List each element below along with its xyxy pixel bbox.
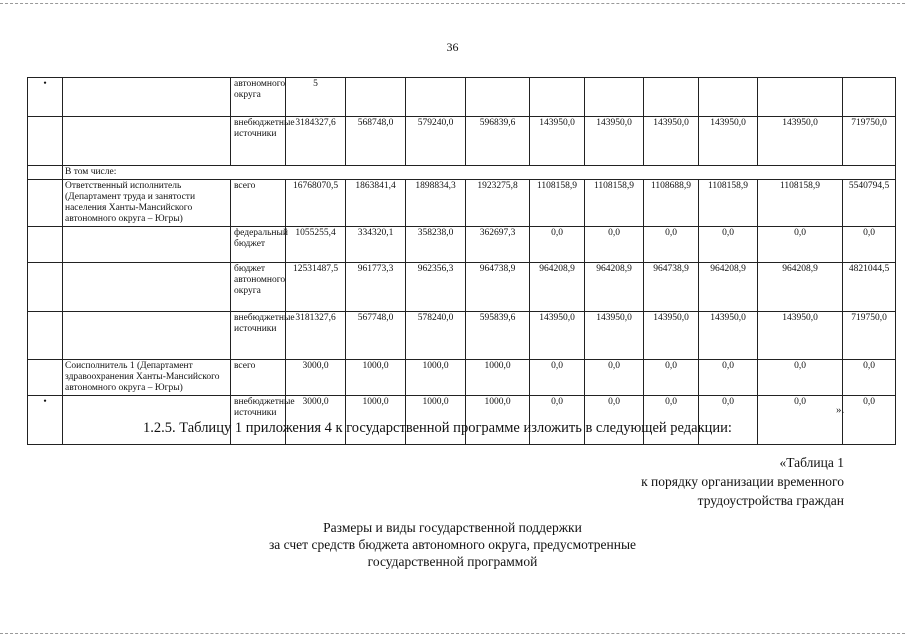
value-cell: 595839,6 — [466, 312, 530, 360]
value-cell — [843, 78, 896, 117]
value-cell: 5 — [286, 78, 346, 117]
funding-source-cell: бюджет автономного округа — [231, 263, 286, 312]
page-edge-bottom — [0, 633, 905, 634]
value-cell: 12531487,5 — [286, 263, 346, 312]
value-cell: 1108158,9 — [530, 180, 585, 227]
value-cell: 1108158,9 — [758, 180, 843, 227]
value-cell — [585, 78, 644, 117]
marker-cell — [28, 78, 63, 117]
marker-cell — [28, 117, 63, 166]
org-cell — [63, 263, 231, 312]
page-number: 36 — [446, 40, 459, 54]
value-cell: 3000,0 — [286, 360, 346, 396]
value-cell: 961773,3 — [346, 263, 406, 312]
value-cell: 1000,0 — [466, 396, 530, 445]
value-cell — [466, 78, 530, 117]
value-cell: 0,0 — [699, 227, 758, 263]
table-row — [28, 360, 896, 396]
value-cell: 567748,0 — [346, 312, 406, 360]
value-cell: 578240,0 — [406, 312, 466, 360]
marker-cell — [28, 360, 63, 396]
funding-source-cell: внебюджетные источники — [231, 312, 286, 360]
value-cell: 964738,9 — [466, 263, 530, 312]
funding-source-cell: внебюджетные источники — [231, 117, 286, 166]
value-cell — [644, 78, 699, 117]
value-cell: 3181327,6 — [286, 312, 346, 360]
funding-source-cell: внебюджетные источники — [231, 396, 286, 445]
value-cell: 1000,0 — [406, 360, 466, 396]
value-cell: 3000,0 — [286, 396, 346, 445]
table-row — [28, 227, 896, 263]
marker-cell — [28, 180, 63, 227]
marker-cell — [28, 396, 63, 445]
table-row — [28, 180, 896, 227]
value-cell: 143950,0 — [758, 312, 843, 360]
value-cell: 0,0 — [530, 227, 585, 263]
value-cell: 964208,9 — [758, 263, 843, 312]
value-cell: 0,0 — [758, 360, 843, 396]
value-cell: 143950,0 — [530, 117, 585, 166]
marker-cell — [28, 263, 63, 312]
amendment-paragraph: 1.2.5. Таблицу 1 приложения 4 к государственной программе изложить в следующей редакции: — [143, 420, 732, 436]
value-cell: 0,0 — [585, 360, 644, 396]
org-cell — [63, 312, 231, 360]
value-cell: 0,0 — [644, 360, 699, 396]
value-cell: 0,0 — [644, 396, 699, 445]
funding-source-cell: автономного округа — [231, 78, 286, 117]
org-cell — [63, 227, 231, 263]
value-cell: 596839,6 — [466, 117, 530, 166]
value-cell: 362697,3 — [466, 227, 530, 263]
value-cell: 0,0 — [585, 227, 644, 263]
org-cell: Ответственный исполнитель (Департамент труда и занятости населения Ханты-Мансийского автономного округа – Югры) — [63, 180, 231, 227]
value-cell: 1898834,3 — [406, 180, 466, 227]
value-cell: 3184327,6 — [286, 117, 346, 166]
value-cell: 964208,9 — [530, 263, 585, 312]
value-cell: 143950,0 — [530, 312, 585, 360]
value-cell: 1000,0 — [466, 360, 530, 396]
value-cell: 143950,0 — [758, 117, 843, 166]
value-cell: 962356,3 — [406, 263, 466, 312]
funding-source-cell: всего — [231, 180, 286, 227]
reference-line: к порядку организации временного — [641, 474, 844, 489]
section-label: В том числе: — [63, 166, 896, 180]
value-cell: 0,0 — [585, 396, 644, 445]
value-cell: 0,0 — [843, 396, 896, 445]
reference-line: трудоустройства граждан — [697, 493, 844, 508]
value-cell: 1108688,9 — [644, 180, 699, 227]
table-row — [28, 78, 896, 117]
value-cell: 1923275,8 — [466, 180, 530, 227]
page-edge-top — [0, 3, 905, 4]
title-line: государственной программой — [367, 554, 538, 569]
reference-line: «Таблица 1 — [779, 455, 844, 470]
value-cell: 1055255,4 — [286, 227, 346, 263]
value-cell: 143950,0 — [644, 117, 699, 166]
value-cell: 358238,0 — [406, 227, 466, 263]
value-cell: 719750,0 — [843, 117, 896, 166]
marker-cell — [28, 227, 63, 263]
title-line: за счет средств бюджета автономного округа, предусмотренные — [268, 537, 637, 552]
value-cell: 0,0 — [530, 360, 585, 396]
value-cell: 0,0 — [843, 227, 896, 263]
value-cell: 1108158,9 — [699, 180, 758, 227]
value-cell: 0,0 — [530, 396, 585, 445]
value-cell: 964208,9 — [699, 263, 758, 312]
value-cell — [406, 78, 466, 117]
table-title — [0, 519, 905, 570]
org-cell: Соисполнитель 1 (Департамент здравоохранения Ханты-Мансийского автономного округа – Югры) — [63, 360, 231, 396]
table-row — [28, 312, 896, 360]
value-cell: 579240,0 — [406, 117, 466, 166]
value-cell: 1000,0 — [346, 360, 406, 396]
marker-cell — [28, 312, 63, 360]
value-cell: 964208,9 — [585, 263, 644, 312]
value-cell: 0,0 — [699, 396, 758, 445]
table-row — [28, 263, 896, 312]
row-marker: • — [43, 79, 47, 89]
value-cell: 1108158,9 — [585, 180, 644, 227]
value-cell: 143950,0 — [699, 312, 758, 360]
value-cell: 143950,0 — [699, 117, 758, 166]
table-row — [28, 117, 896, 166]
table-reference — [641, 453, 844, 510]
value-cell: 334320,1 — [346, 227, 406, 263]
table-row — [28, 166, 896, 180]
value-cell: 0,0 — [758, 396, 843, 445]
org-cell — [63, 78, 231, 117]
budget-table — [27, 77, 896, 445]
value-cell — [699, 78, 758, 117]
org-cell — [63, 117, 231, 166]
marker-cell — [28, 166, 63, 180]
value-cell: 143950,0 — [585, 312, 644, 360]
title-line: Размеры и виды государственной поддержки — [323, 520, 582, 535]
value-cell: 143950,0 — [644, 312, 699, 360]
value-cell: 16768070,5 — [286, 180, 346, 227]
value-cell: 143950,0 — [585, 117, 644, 166]
value-cell — [346, 78, 406, 117]
value-cell: 1000,0 — [346, 396, 406, 445]
value-cell: 1000,0 — [406, 396, 466, 445]
value-cell: 0,0 — [699, 360, 758, 396]
value-cell: 964738,9 — [644, 263, 699, 312]
closing-quote: ». — [836, 404, 845, 416]
value-cell: 1863841,4 — [346, 180, 406, 227]
value-cell: 568748,0 — [346, 117, 406, 166]
funding-source-cell: федеральный бюджет — [231, 227, 286, 263]
row-marker: • — [43, 397, 47, 407]
value-cell: 0,0 — [644, 227, 699, 263]
value-cell — [530, 78, 585, 117]
value-cell: 0,0 — [843, 360, 896, 396]
value-cell: 719750,0 — [843, 312, 896, 360]
value-cell — [758, 78, 843, 117]
value-cell: 0,0 — [758, 227, 843, 263]
value-cell: 5540794,5 — [843, 180, 896, 227]
value-cell: 4821044,5 — [843, 263, 896, 312]
funding-source-cell: всего — [231, 360, 286, 396]
